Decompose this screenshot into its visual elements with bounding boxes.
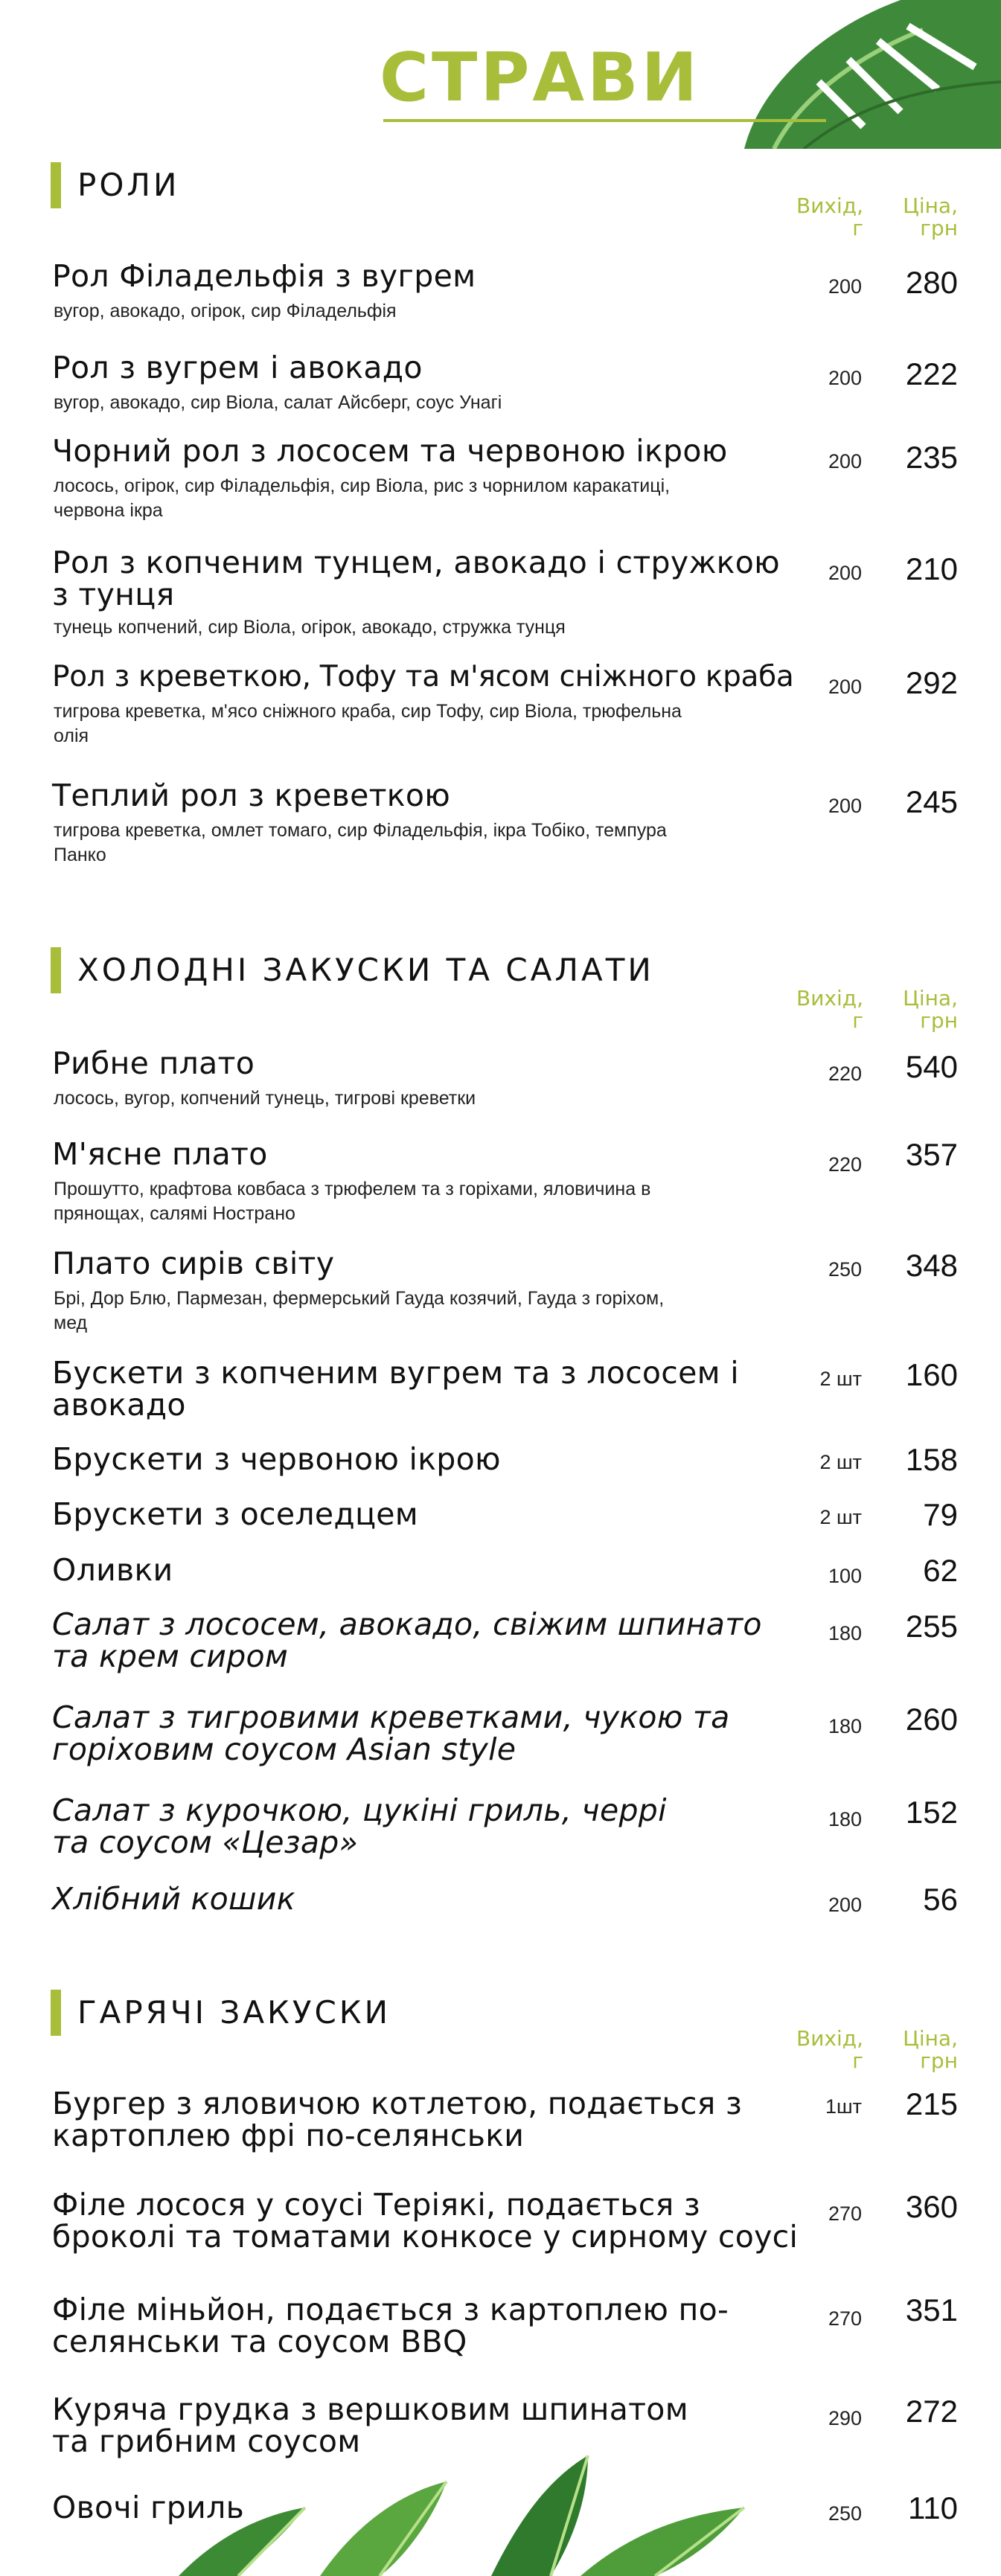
palm-leaves-illustration (134, 2411, 804, 2576)
item-weight: 250 (828, 2502, 862, 2525)
item-weight: 270 (828, 2202, 862, 2225)
item-description: лосось, вугор, копчений тунець, тигрові креветки (54, 1088, 476, 1109)
item-name: Рибне плато (52, 1045, 255, 1081)
item-price: 62 (923, 1553, 958, 1588)
item-description: тунець копчений, сир Віола, огірок, авокадо, стружка тунця (54, 617, 566, 638)
item-price: 210 (905, 551, 958, 586)
item-price: 79 (923, 1497, 958, 1532)
item-description: Прошутто, крафтова ковбаса з трюфелем та з горіхами, яловичина в прянощах, салямі Нострано (54, 1179, 651, 1224)
monstera-leaf-illustration (729, 0, 1001, 149)
item-name: Куряча грудка з вершковим шпинатом та грибним соусом (52, 2391, 688, 2459)
item-name: Рол з копченим тунцем, авокадо і стружкою з тунця (52, 545, 780, 612)
item-weight: 200 (828, 450, 862, 472)
item-price: 360 (905, 2189, 958, 2224)
section-marker (51, 1990, 61, 2036)
item-weight: 2 шт (819, 1451, 862, 1473)
item-price: 357 (905, 1137, 958, 1172)
item-weight: 100 (828, 1565, 862, 1587)
item-description: тигрова креветка, омлет томаго, сир Філадельфія, ікра Тобіко, темпура Панко (54, 820, 667, 865)
item-price: 245 (905, 784, 958, 819)
item-name: Салат з тигровими креветками, чукою та горіховим соусом Asian style (52, 1699, 730, 1767)
item-name: Овочі гриль (52, 2490, 245, 2525)
item-weight: 200 (828, 275, 862, 298)
item-price: 292 (905, 665, 958, 700)
item-name: Хлібний кошик (52, 1881, 295, 1917)
item-weight: 270 (828, 2307, 862, 2330)
item-weight: 2 шт (819, 1506, 862, 1528)
item-name: Салат з курочкою, цукіні гриль, черрі та соусом «Цезар» (52, 1792, 667, 1860)
item-price: 255 (905, 1609, 958, 1644)
item-weight: 200 (828, 562, 862, 584)
weight-column-header: Вихід, г (796, 193, 863, 240)
item-price: 235 (905, 440, 958, 475)
item-name: Філе лосося у соусі Теріякі, подається з броколі та томатами конкосе у сирному соусі (52, 2187, 799, 2255)
item-price: 260 (905, 1702, 958, 1737)
item-price: 152 (905, 1795, 958, 1830)
item-weight: 220 (828, 1063, 862, 1085)
item-price: 110 (908, 2490, 958, 2525)
item-name: Рол Філадельфія з вугрем (52, 258, 476, 294)
item-price: 158 (905, 1442, 958, 1477)
item-weight: 200 (828, 1894, 862, 1916)
item-name: Бургер з яловичою котлетою, подається з картоплею фрі по-селянськи (52, 2086, 743, 2153)
weight-column-header: Вихід, г (796, 986, 863, 1033)
item-name: М'ясне плато (52, 1136, 268, 1172)
item-weight: 220 (828, 1153, 862, 1176)
section-title: ГАРЯЧІ ЗАКУСКИ (77, 1994, 391, 2031)
item-price: 540 (905, 1049, 958, 1084)
item-weight: 180 (828, 1622, 862, 1644)
price-column-header: Ціна, грн (903, 2026, 958, 2073)
item-name: Брускети з червоною ікрою (52, 1441, 501, 1477)
section-title: ХОЛОДНІ ЗАКУСКИ ТА САЛАТИ (77, 952, 654, 988)
title-underline (383, 119, 826, 122)
item-name: Бускети з копченим вугрем та з лососем і авокадо (52, 1355, 739, 1423)
section-marker (51, 947, 61, 993)
item-name: Філе міньйон, подається з картоплею по-селянськи та соусом BBQ (52, 2292, 729, 2359)
item-weight: 250 (828, 1258, 862, 1281)
item-price: 222 (905, 356, 958, 391)
item-name: Рол з вугрем і авокадо (52, 350, 423, 385)
item-price: 160 (905, 1357, 958, 1392)
item-name: Оливки (52, 1552, 173, 1588)
item-description: Брі, Дор Блю, Пармезан, фермерський Гауда козячий, Гауда з горіхом, мед (54, 1288, 665, 1333)
weight-column-header: Вихід, г (796, 2026, 863, 2073)
item-weight: 200 (828, 367, 862, 389)
page-title: СТРАВИ (380, 39, 700, 117)
section-title: РОЛИ (77, 167, 180, 203)
item-price: 351 (905, 2293, 958, 2327)
item-price: 215 (905, 2086, 958, 2121)
item-weight: 2 шт (819, 1368, 862, 1390)
item-name: Плато сирів світу (52, 1246, 335, 1281)
item-weight: 200 (828, 676, 862, 698)
item-price: 56 (923, 1882, 958, 1917)
item-price: 348 (905, 1248, 958, 1283)
item-weight: 290 (828, 2407, 862, 2429)
item-price: 280 (905, 265, 958, 300)
price-column-header: Ціна, грн (903, 986, 958, 1033)
item-name: Брускети з оселедцем (52, 1496, 419, 1532)
item-weight: 180 (828, 1715, 862, 1737)
item-description: лосось, огірок, сир Філадельфія, сир Віола, рис з чорнилом каракатиці, червона ікра (54, 475, 671, 521)
item-name: Рол з креветкою, Тофу та м'ясом сніжного краба (52, 660, 794, 693)
price-column-header: Ціна, грн (903, 193, 958, 240)
item-weight: 200 (828, 795, 862, 817)
item-description: тигрова креветка, м'ясо сніжного краба, сир Тофу, сир Віола, трюфельна олія (54, 701, 682, 746)
item-description: вугор, авокадо, сир Віола, салат Айсберг, соус Унагі (54, 392, 502, 413)
section-marker (51, 162, 61, 208)
item-weight: 1шт (825, 2095, 862, 2118)
item-price: 272 (905, 2394, 958, 2429)
item-name: Чорний рол з лососем та червоною ікрою (52, 433, 728, 469)
item-description: вугор, авокадо, огірок, сир Філадельфія (54, 301, 397, 321)
item-name: Теплий рол з креветкою (52, 778, 451, 813)
item-weight: 180 (828, 1808, 862, 1830)
item-name: Салат з лососем, авокадо, свіжим шпинато та крем сиром (52, 1606, 762, 1674)
